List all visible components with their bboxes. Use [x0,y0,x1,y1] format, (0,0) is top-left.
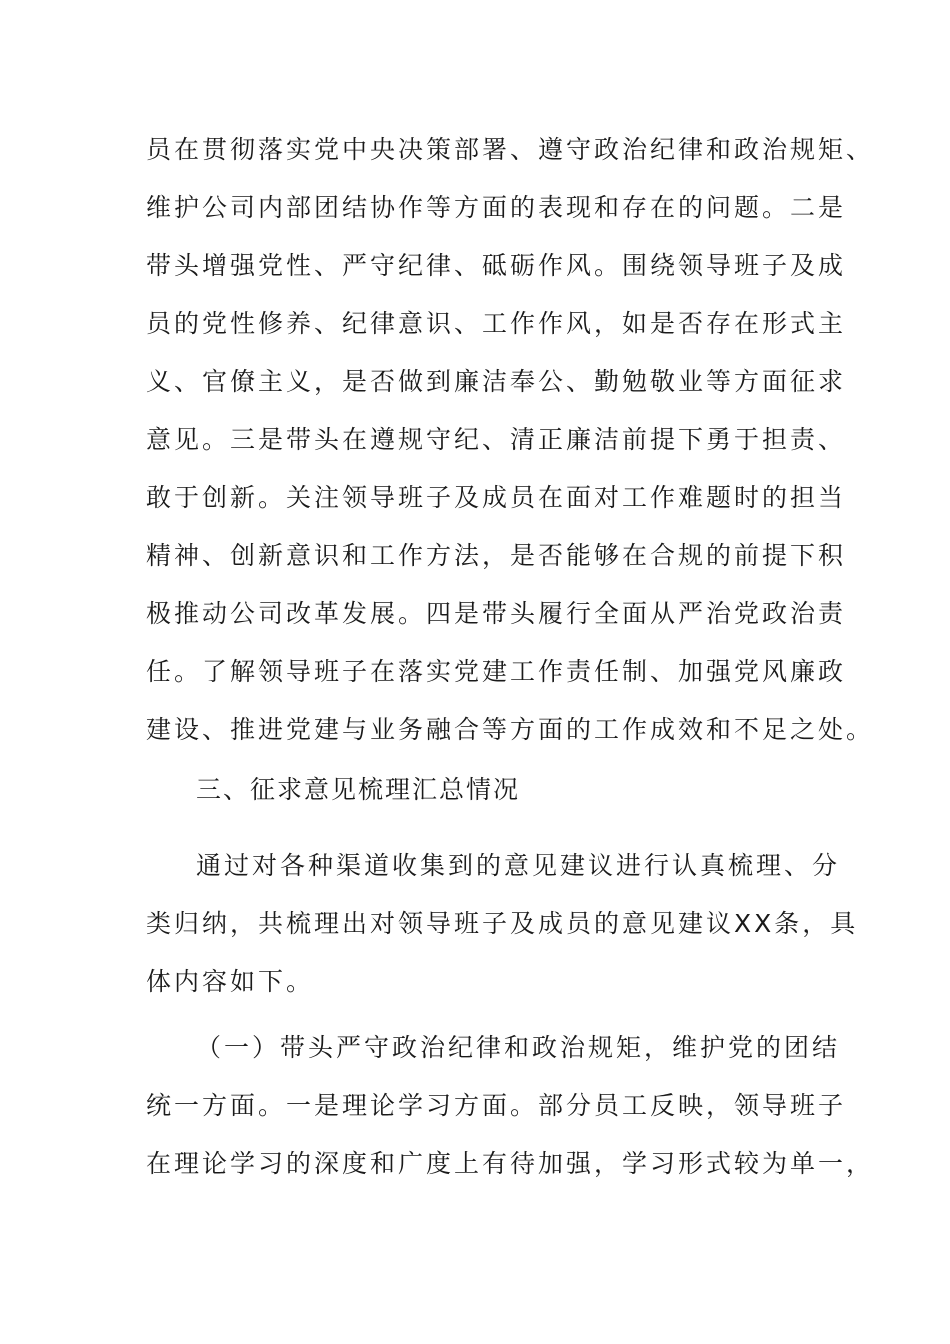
text-line: 带头增强党性、严守纪律、砥砺作风。围绕领导班子及成 [146,251,847,280]
body-paragraph-1 [146,121,875,759]
text-line: 统一方面。一是理论学习方面。部分员工反映，领导班子 [146,1091,847,1120]
text-line: 极推动公司改革发展。四是带头履行全面从严治党政治责 [146,599,847,628]
heading-text: 三、征求意见梳理汇总情况 [196,775,521,804]
body-paragraph-2 [146,837,859,1011]
body-paragraph-3 [146,1019,875,1193]
text-line: （一）带头严守政治纪律和政治规矩，维护党的团结 [196,1033,841,1062]
section-heading [196,761,856,819]
text-line: 义、官僚主义，是否做到廉洁奉公、勤勉敬业等方面征求 [146,367,847,396]
text-line: 建设、推进党建与业务融合等方面的工作成效和不足之处。 [146,715,875,744]
text-line: 员在贯彻落实党中央决策部署、遵守政治纪律和政治规矩、 [146,135,875,164]
text-line: 员的党性修养、纪律意识、工作作风，如是否存在形式主 [146,309,847,338]
text-line: 在理论学习的深度和广度上有待加强，学习形式较为单一， [146,1149,875,1178]
text-line: 意见。三是带头在遵规守纪、清正廉洁前提下勇于担责、 [146,425,847,454]
text-line: 体内容如下。 [146,967,315,996]
text-line: 通过对各种渠道收集到的意见建议进行认真梳理、分 [196,851,841,880]
text-line: 敢于创新。关注领导班子及成员在面对工作难题时的担当 [146,483,847,512]
text-line: 精神、创新意识和工作方法，是否能够在合规的前提下积 [146,541,847,570]
text-line: 类归纳，共梳理出对领导班子及成员的意见建议XX条，具 [146,909,859,938]
text-line: 维护公司内部团结协作等方面的表现和存在的问题。二是 [146,193,847,222]
text-line: 任。了解领导班子在落实党建工作责任制、加强党风廉政 [146,657,847,686]
